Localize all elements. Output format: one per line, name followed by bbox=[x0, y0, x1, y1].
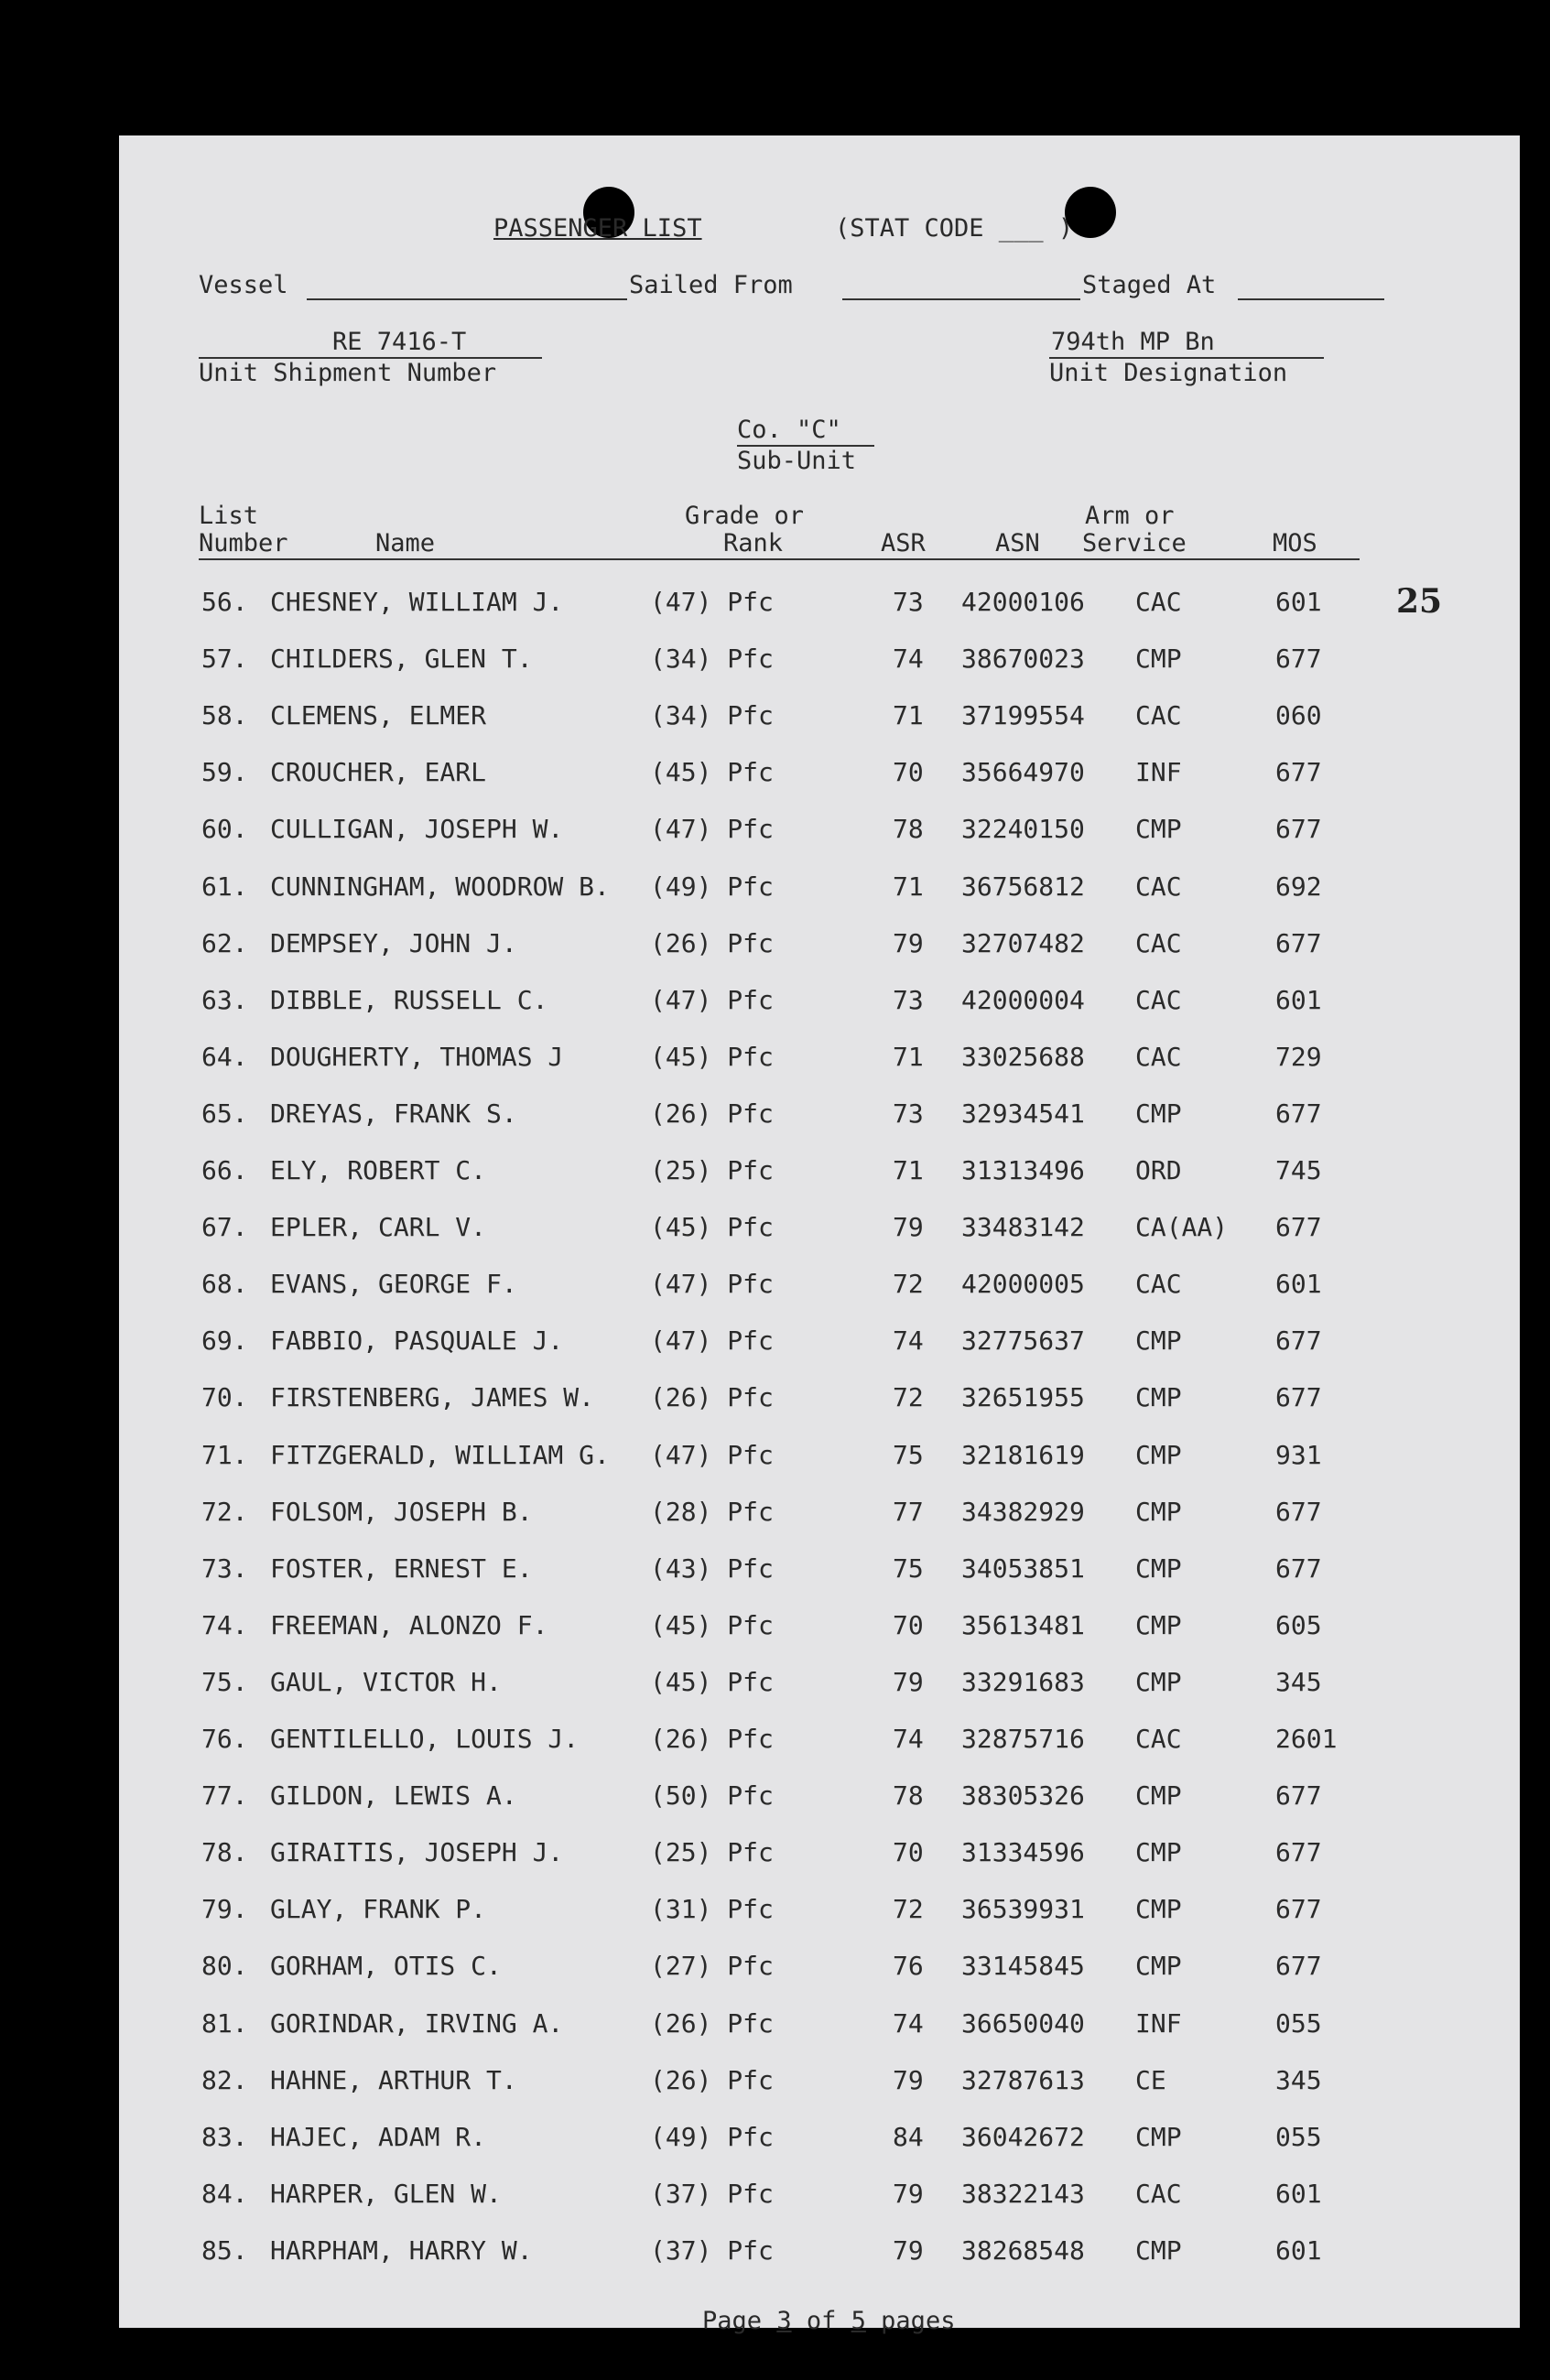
cell-asn: 33483142 bbox=[961, 1212, 1085, 1243]
table-row bbox=[119, 1721, 1520, 1758]
cell-asr: 74 bbox=[893, 644, 924, 675]
cell-asr: 73 bbox=[893, 587, 924, 617]
cell-arm: CMP bbox=[1135, 1325, 1182, 1357]
cell-mos: 601 bbox=[1275, 1269, 1322, 1300]
cell-grade: (45) Pfc bbox=[650, 1609, 774, 1640]
table-row bbox=[119, 925, 1520, 962]
cell-arm: CMP bbox=[1135, 1837, 1182, 1868]
page-footer bbox=[643, 2277, 955, 2365]
cell-num: 84. bbox=[201, 2178, 248, 2209]
cell-arm: CAC bbox=[1135, 871, 1182, 902]
cell-arm: CMP bbox=[1135, 1951, 1182, 1982]
cell-asr: 72 bbox=[893, 1269, 924, 1300]
cell-num: 71. bbox=[201, 1439, 248, 1470]
stat-code: (STAT CODE ___ ) bbox=[835, 214, 1074, 243]
col-mos: MOS bbox=[1273, 529, 1317, 557]
cell-mos: 677 bbox=[1275, 1212, 1322, 1243]
table-row bbox=[119, 1379, 1520, 1416]
cell-asn: 38268548 bbox=[961, 2234, 1085, 2266]
table-row bbox=[119, 982, 1520, 1019]
table-row bbox=[119, 1437, 1520, 1474]
cell-asr: 70 bbox=[893, 1837, 924, 1868]
cell-asn: 35613481 bbox=[961, 1609, 1085, 1640]
cell-grade: (31) Pfc bbox=[650, 1894, 774, 1925]
cell-arm: CMP bbox=[1135, 1098, 1182, 1129]
table-row bbox=[119, 2006, 1520, 2042]
cell-num: 65. bbox=[201, 1098, 248, 1129]
cell-arm: CAC bbox=[1135, 587, 1182, 617]
cell-grade: (34) Pfc bbox=[650, 644, 774, 675]
col-grade-top: Grade or bbox=[685, 502, 805, 530]
cell-arm: CAC bbox=[1135, 2178, 1182, 2209]
shipment-number: RE 7416-T bbox=[332, 328, 467, 356]
cell-grade: (49) Pfc bbox=[650, 2121, 774, 2152]
table-row bbox=[119, 1152, 1520, 1189]
cell-grade: (26) Pfc bbox=[650, 927, 774, 958]
cell-grade: (26) Pfc bbox=[650, 1098, 774, 1129]
cell-mos: 055 bbox=[1275, 2007, 1322, 2039]
cell-asn: 34382929 bbox=[961, 1496, 1085, 1527]
col-name: Name bbox=[375, 529, 436, 557]
cell-mos: 601 bbox=[1275, 984, 1322, 1015]
cell-asr: 79 bbox=[893, 1666, 924, 1697]
table-row bbox=[119, 1948, 1520, 1985]
cell-name: GAUL, VICTOR H. bbox=[270, 1666, 502, 1697]
cell-mos: 677 bbox=[1275, 927, 1322, 958]
document-page bbox=[119, 135, 1520, 2335]
cell-name: FIRSTENBERG, JAMES W. bbox=[270, 1382, 595, 1413]
cell-num: 78. bbox=[201, 1837, 248, 1868]
cell-name: DREYAS, FRANK S. bbox=[270, 1098, 517, 1129]
cell-num: 80. bbox=[201, 1951, 248, 1982]
sub-unit: Co. "C" bbox=[737, 416, 841, 444]
cell-asn: 38305326 bbox=[961, 1780, 1085, 1812]
table-row bbox=[119, 1607, 1520, 1644]
cell-num: 66. bbox=[201, 1155, 248, 1185]
cell-grade: (47) Pfc bbox=[650, 587, 774, 617]
cell-asr: 71 bbox=[893, 1041, 924, 1072]
cell-num: 58. bbox=[201, 700, 248, 731]
cell-arm: CAC bbox=[1135, 1041, 1182, 1072]
cell-name: CULLIGAN, JOSEPH W. bbox=[270, 814, 564, 845]
page-stamp: 25 bbox=[1396, 582, 1443, 621]
cell-mos: 677 bbox=[1275, 1894, 1322, 1925]
cell-mos: 601 bbox=[1275, 587, 1322, 617]
cell-name: GORHAM, OTIS C. bbox=[270, 1951, 502, 1982]
table-row bbox=[119, 1323, 1520, 1359]
cell-asr: 79 bbox=[893, 1212, 924, 1243]
table-row bbox=[119, 754, 1520, 791]
cell-mos: 060 bbox=[1275, 700, 1322, 731]
table-row bbox=[119, 1551, 1520, 1587]
cell-grade: (25) Pfc bbox=[650, 1837, 774, 1868]
cell-num: 76. bbox=[201, 1724, 248, 1754]
table-row bbox=[119, 1096, 1520, 1132]
cell-mos: 677 bbox=[1275, 1951, 1322, 1982]
table-row bbox=[119, 641, 1520, 677]
table-row bbox=[119, 1266, 1520, 1303]
cell-mos: 345 bbox=[1275, 2064, 1322, 2095]
staged-at-label: Staged At bbox=[1082, 271, 1217, 299]
vessel-label: Vessel bbox=[199, 271, 288, 299]
cell-grade: (28) Pfc bbox=[650, 1496, 774, 1527]
cell-asn: 32707482 bbox=[961, 927, 1085, 958]
cell-num: 59. bbox=[201, 757, 248, 788]
cell-name: HAJEC, ADAM R. bbox=[270, 2121, 487, 2152]
cell-mos: 677 bbox=[1275, 1382, 1322, 1413]
cell-arm: CMP bbox=[1135, 644, 1182, 675]
cell-num: 73. bbox=[201, 1552, 248, 1584]
cell-asr: 74 bbox=[893, 1325, 924, 1357]
cell-asn: 36539931 bbox=[961, 1894, 1085, 1925]
table-row bbox=[119, 2176, 1520, 2212]
col-asn: ASN bbox=[995, 529, 1040, 557]
table-row bbox=[119, 1834, 1520, 1871]
cell-asr: 84 bbox=[893, 2121, 924, 2152]
cell-mos: 345 bbox=[1275, 1666, 1322, 1697]
cell-asn: 32775637 bbox=[961, 1325, 1085, 1357]
cell-asr: 71 bbox=[893, 871, 924, 902]
cell-num: 64. bbox=[201, 1041, 248, 1072]
cell-num: 67. bbox=[201, 1212, 248, 1243]
cell-arm: CMP bbox=[1135, 2121, 1182, 2152]
cell-asr: 72 bbox=[893, 1382, 924, 1413]
cell-num: 61. bbox=[201, 871, 248, 902]
cell-asr: 73 bbox=[893, 1098, 924, 1129]
table-row bbox=[119, 811, 1520, 848]
cell-num: 69. bbox=[201, 1325, 248, 1357]
cell-arm: CMP bbox=[1135, 1780, 1182, 1812]
cell-grade: (45) Pfc bbox=[650, 757, 774, 788]
cell-mos: 677 bbox=[1275, 757, 1322, 788]
cell-num: 57. bbox=[201, 644, 248, 675]
cell-name: CROUCHER, EARL bbox=[270, 757, 487, 788]
cell-arm: ORD bbox=[1135, 1155, 1182, 1185]
cell-num: 56. bbox=[201, 587, 248, 617]
cell-asn: 36756812 bbox=[961, 871, 1085, 902]
cell-num: 83. bbox=[201, 2121, 248, 2152]
cell-arm: CMP bbox=[1135, 814, 1182, 845]
cell-arm: CMP bbox=[1135, 1382, 1182, 1413]
cell-mos: 677 bbox=[1275, 1780, 1322, 1812]
cell-name: CUNNINGHAM, WOODROW B. bbox=[270, 871, 610, 902]
cell-mos: 692 bbox=[1275, 871, 1322, 902]
unit-designation: 794th MP Bn bbox=[1051, 328, 1215, 356]
cell-arm: CMP bbox=[1135, 1609, 1182, 1640]
cell-asr: 77 bbox=[893, 1496, 924, 1527]
cell-num: 68. bbox=[201, 1269, 248, 1300]
cell-asr: 79 bbox=[893, 2064, 924, 2095]
cell-arm: CMP bbox=[1135, 1496, 1182, 1527]
cell-arm: CMP bbox=[1135, 1439, 1182, 1470]
cell-grade: (45) Pfc bbox=[650, 1212, 774, 1243]
cell-mos: 729 bbox=[1275, 1041, 1322, 1072]
cell-asn: 32181619 bbox=[961, 1439, 1085, 1470]
shipment-label: Unit Shipment Number bbox=[199, 359, 497, 387]
cell-num: 82. bbox=[201, 2064, 248, 2095]
table-row bbox=[119, 584, 1520, 621]
cell-grade: (49) Pfc bbox=[650, 871, 774, 902]
cell-name: DOUGHERTY, THOMAS J bbox=[270, 1041, 564, 1072]
cell-mos: 745 bbox=[1275, 1155, 1322, 1185]
staged-at-blank bbox=[1238, 298, 1384, 300]
cell-mos: 605 bbox=[1275, 1609, 1322, 1640]
col-grade-bottom: Rank bbox=[723, 529, 784, 557]
table-row bbox=[119, 698, 1520, 734]
cell-asr: 78 bbox=[893, 814, 924, 845]
cell-grade: (50) Pfc bbox=[650, 1780, 774, 1812]
cell-grade: (47) Pfc bbox=[650, 984, 774, 1015]
cell-arm: CE bbox=[1135, 2064, 1166, 2095]
cell-grade: (37) Pfc bbox=[650, 2178, 774, 2209]
cell-arm: CAC bbox=[1135, 700, 1182, 731]
table-row bbox=[119, 1039, 1520, 1076]
cell-arm: CMP bbox=[1135, 1894, 1182, 1925]
cell-name: CLEMENS, ELMER bbox=[270, 700, 487, 731]
cell-asn: 33145845 bbox=[961, 1951, 1085, 1982]
cell-asr: 73 bbox=[893, 984, 924, 1015]
table-row bbox=[119, 1494, 1520, 1531]
cell-mos: 677 bbox=[1275, 1496, 1322, 1527]
cell-mos: 677 bbox=[1275, 644, 1322, 675]
cell-name: GLAY, FRANK P. bbox=[270, 1894, 487, 1925]
cell-asn: 32240150 bbox=[961, 814, 1085, 845]
col-arm-top: Arm or bbox=[1085, 502, 1175, 530]
sub-unit-label: Sub-Unit bbox=[737, 447, 857, 475]
cell-num: 62. bbox=[201, 927, 248, 958]
cell-grade: (26) Pfc bbox=[650, 1724, 774, 1754]
cell-name: DIBBLE, RUSSELL C. bbox=[270, 984, 548, 1015]
cell-name: FITZGERALD, WILLIAM G. bbox=[270, 1439, 610, 1470]
cell-arm: INF bbox=[1135, 2007, 1182, 2039]
cell-num: 85. bbox=[201, 2234, 248, 2266]
cell-asr: 78 bbox=[893, 1780, 924, 1812]
table-row bbox=[119, 2062, 1520, 2099]
cell-asr: 72 bbox=[893, 1894, 924, 1925]
cell-name: CHESNEY, WILLIAM J. bbox=[270, 587, 564, 617]
footer-suffix: pages bbox=[881, 2307, 956, 2335]
cell-mos: 677 bbox=[1275, 1098, 1322, 1129]
cell-num: 72. bbox=[201, 1496, 248, 1527]
cell-asr: 79 bbox=[893, 2178, 924, 2209]
cell-mos: 677 bbox=[1275, 1325, 1322, 1357]
cell-asn: 35664970 bbox=[961, 757, 1085, 788]
cell-num: 60. bbox=[201, 814, 248, 845]
col-list-bottom: Number bbox=[199, 529, 288, 557]
cell-arm: CMP bbox=[1135, 2234, 1182, 2266]
table-row bbox=[119, 1209, 1520, 1246]
table-row bbox=[119, 1778, 1520, 1814]
cell-asn: 33025688 bbox=[961, 1041, 1085, 1072]
cell-mos: 601 bbox=[1275, 2234, 1322, 2266]
cell-arm: CAC bbox=[1135, 927, 1182, 958]
cell-num: 70. bbox=[201, 1382, 248, 1413]
col-asr: ASR bbox=[881, 529, 926, 557]
cell-grade: (47) Pfc bbox=[650, 1269, 774, 1300]
cell-grade: (25) Pfc bbox=[650, 1155, 774, 1185]
cell-arm: CMP bbox=[1135, 1552, 1182, 1584]
cell-mos: 677 bbox=[1275, 814, 1322, 845]
table-row bbox=[119, 1891, 1520, 1928]
cell-asn: 32787613 bbox=[961, 2064, 1085, 2095]
cell-asr: 79 bbox=[893, 927, 924, 958]
cell-arm: CAC bbox=[1135, 1269, 1182, 1300]
document-title: PASSENGER LIST bbox=[493, 214, 702, 243]
cell-asr: 74 bbox=[893, 2007, 924, 2039]
cell-asn: 34053851 bbox=[961, 1552, 1085, 1584]
cell-grade: (26) Pfc bbox=[650, 2007, 774, 2039]
cell-grade: (47) Pfc bbox=[650, 1325, 774, 1357]
cell-grade: (27) Pfc bbox=[650, 1951, 774, 1982]
table-row bbox=[119, 869, 1520, 905]
header-rule bbox=[199, 558, 1360, 560]
cell-num: 77. bbox=[201, 1780, 248, 1812]
cell-mos: 677 bbox=[1275, 1552, 1322, 1584]
vessel-blank bbox=[307, 298, 627, 300]
cell-name: DEMPSEY, JOHN J. bbox=[270, 927, 517, 958]
cell-asn: 36650040 bbox=[961, 2007, 1085, 2039]
cell-name: FOLSOM, JOSEPH B. bbox=[270, 1496, 533, 1527]
cell-asr: 71 bbox=[893, 1155, 924, 1185]
footer-prefix: Page bbox=[702, 2307, 763, 2335]
cell-num: 63. bbox=[201, 984, 248, 1015]
cell-name: FREEMAN, ALONZO F. bbox=[270, 1609, 548, 1640]
cell-num: 74. bbox=[201, 1609, 248, 1640]
cell-asn: 31313496 bbox=[961, 1155, 1085, 1185]
cell-asn: 31334596 bbox=[961, 1837, 1085, 1868]
cell-name: GILDON, LEWIS A. bbox=[270, 1780, 517, 1812]
cell-asr: 75 bbox=[893, 1439, 924, 1470]
cell-grade: (43) Pfc bbox=[650, 1552, 774, 1584]
cell-asn: 37199554 bbox=[961, 700, 1085, 731]
cell-num: 81. bbox=[201, 2007, 248, 2039]
col-list-top: List bbox=[199, 502, 259, 530]
cell-mos: 931 bbox=[1275, 1439, 1322, 1470]
sailed-from-blank bbox=[842, 298, 1080, 300]
cell-grade: (45) Pfc bbox=[650, 1041, 774, 1072]
cell-asr: 75 bbox=[893, 1552, 924, 1584]
cell-asr: 70 bbox=[893, 757, 924, 788]
cell-grade: (34) Pfc bbox=[650, 700, 774, 731]
cell-grade: (47) Pfc bbox=[650, 814, 774, 845]
footer-current-page: 3 bbox=[776, 2307, 792, 2335]
cell-name: EPLER, CARL V. bbox=[270, 1212, 487, 1243]
cell-asr: 79 bbox=[893, 2234, 924, 2266]
cell-mos: 601 bbox=[1275, 2178, 1322, 2209]
cell-num: 75. bbox=[201, 1666, 248, 1697]
cell-asr: 71 bbox=[893, 700, 924, 731]
cell-grade: (47) Pfc bbox=[650, 1439, 774, 1470]
cell-name: CHILDERS, GLEN T. bbox=[270, 644, 533, 675]
cell-asn: 38322143 bbox=[961, 2178, 1085, 2209]
cell-arm: CAC bbox=[1135, 984, 1182, 1015]
cell-asn: 32651955 bbox=[961, 1382, 1085, 1413]
cell-arm: CMP bbox=[1135, 1666, 1182, 1697]
cell-asn: 42000005 bbox=[961, 1269, 1085, 1300]
cell-mos: 2601 bbox=[1275, 1724, 1338, 1754]
cell-mos: 677 bbox=[1275, 1837, 1322, 1868]
table-row bbox=[119, 1664, 1520, 1701]
cell-name: ELY, ROBERT C. bbox=[270, 1155, 487, 1185]
cell-name: HAHNE, ARTHUR T. bbox=[270, 2064, 517, 2095]
cell-grade: (26) Pfc bbox=[650, 1382, 774, 1413]
cell-asn: 32875716 bbox=[961, 1724, 1085, 1754]
cell-arm: CAC bbox=[1135, 1724, 1182, 1754]
footer-total-pages: 5 bbox=[851, 2307, 866, 2335]
col-arm-bottom: Service bbox=[1082, 529, 1187, 557]
cell-asr: 74 bbox=[893, 1724, 924, 1754]
cell-name: GENTILELLO, LOUIS J. bbox=[270, 1724, 580, 1754]
cell-asn: 36042672 bbox=[961, 2121, 1085, 2152]
cell-asn: 33291683 bbox=[961, 1666, 1085, 1697]
cell-asr: 70 bbox=[893, 1609, 924, 1640]
cell-asn: 32934541 bbox=[961, 1098, 1085, 1129]
cell-name: GORINDAR, IRVING A. bbox=[270, 2007, 564, 2039]
cell-name: FABBIO, PASQUALE J. bbox=[270, 1325, 564, 1357]
cell-arm: CA(AA) bbox=[1135, 1212, 1229, 1243]
cell-name: HARPHAM, HARRY W. bbox=[270, 2234, 533, 2266]
cell-name: FOSTER, ERNEST E. bbox=[270, 1552, 533, 1584]
cell-arm: INF bbox=[1135, 757, 1182, 788]
cell-asn: 38670023 bbox=[961, 644, 1085, 675]
table-row bbox=[119, 2233, 1520, 2269]
cell-grade: (26) Pfc bbox=[650, 2064, 774, 2095]
cell-name: GIRAITIS, JOSEPH J. bbox=[270, 1837, 564, 1868]
footer-of: of bbox=[806, 2307, 837, 2335]
unit-designation-label: Unit Designation bbox=[1049, 359, 1288, 387]
cell-name: HARPER, GLEN W. bbox=[270, 2178, 502, 2209]
cell-asn: 42000106 bbox=[961, 587, 1085, 617]
cell-grade: (37) Pfc bbox=[650, 2234, 774, 2266]
cell-asr: 76 bbox=[893, 1951, 924, 1982]
cell-mos: 055 bbox=[1275, 2121, 1322, 2152]
cell-asn: 42000004 bbox=[961, 984, 1085, 1015]
cell-num: 79. bbox=[201, 1894, 248, 1925]
table-row bbox=[119, 2119, 1520, 2156]
sailed-from-label: Sailed From bbox=[629, 271, 793, 299]
cell-name: EVANS, GEORGE F. bbox=[270, 1269, 517, 1300]
cell-grade: (45) Pfc bbox=[650, 1666, 774, 1697]
